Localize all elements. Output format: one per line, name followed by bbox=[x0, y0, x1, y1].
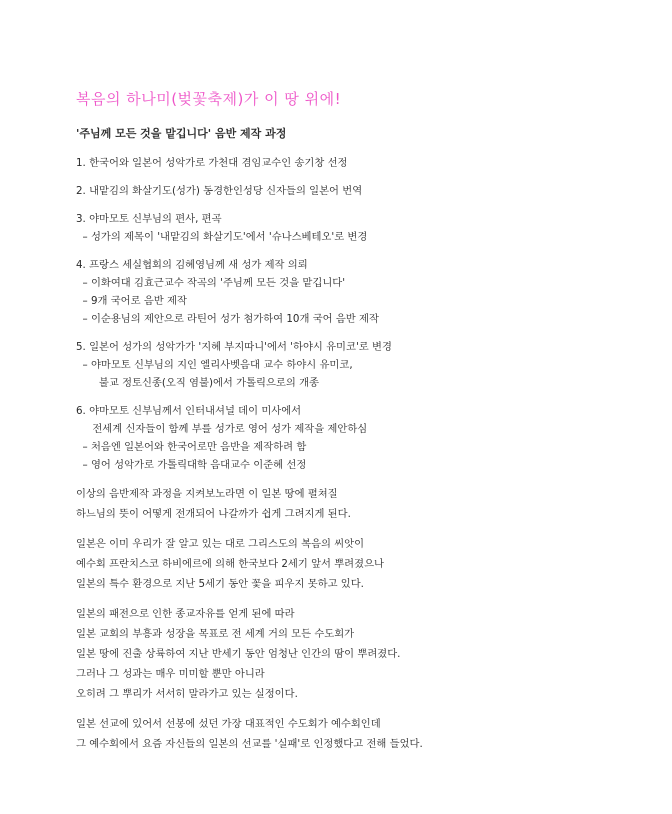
section-subline: – 이화여대 김효근교수 작곡의 '주님께 모든 것을 맡깁니다' bbox=[76, 277, 346, 289]
section-subline: – 영어 성악가로 가톨릭대학 음대교수 이준혜 선정 bbox=[76, 459, 307, 471]
section-subline: – 처음엔 일본어와 한국어로만 음반을 제작하려 함 bbox=[76, 441, 307, 453]
document-page bbox=[76, 88, 636, 764]
section-list bbox=[76, 154, 636, 474]
section-subline: 불교 정토신종(오직 염불)에서 가톨릭으로의 개종 bbox=[76, 377, 319, 389]
paragraph-line: 일본 교회의 부흥과 성장을 목표로 전 세계 거의 모든 수도회가 bbox=[76, 628, 355, 640]
paragraph-line: 오히려 그 뿌리가 서서히 말라가고 있는 실정이다. bbox=[76, 688, 298, 700]
section-line: 6. 야마모토 신부님께서 인터내셔널 데이 미사에서 bbox=[76, 405, 302, 417]
paragraph-line: 그러나 그 성과는 매우 미미할 뿐만 아니라 bbox=[76, 668, 265, 680]
document-subtitle: '주님께 모든 것을 맡깁니다' 음반 제작 과정 bbox=[76, 127, 287, 140]
list-item bbox=[76, 210, 636, 246]
list-item bbox=[76, 256, 636, 328]
section-line: 2. 내맡김의 화살기도(성가) 동경한인성당 신자들의 일본어 번역 bbox=[76, 185, 363, 197]
paragraph-line: 일본의 특수 환경으로 지난 5세기 동안 꽃을 피우지 못하고 있다. bbox=[76, 578, 364, 590]
paragraph-line: 일본 땅에 진출 상륙하여 지난 반세기 동안 엄청난 인간의 땀이 뿌려졌다. bbox=[76, 648, 401, 660]
document-title: 복음의 하나미(벚꽃축제)가 이 땅 위에! bbox=[76, 90, 342, 108]
paragraph-line: 일본은 이미 우리가 잘 알고 있는 대로 그리스도의 복음의 씨앗이 bbox=[76, 538, 365, 550]
paragraph-line: 일본 선교에 있어서 선봉에 섰던 가장 대표적인 수도회가 예수회인데 bbox=[76, 718, 381, 730]
paragraph bbox=[76, 484, 636, 524]
paragraph-line: 일본의 패전으로 인한 종교자유를 얻게 된에 따라 bbox=[76, 608, 295, 620]
section-subline: – 성가의 제목이 '내맡김의 화살기도'에서 '슈나스베테오'로 변경 bbox=[76, 231, 368, 243]
section-line: 4. 프랑스 세실협회의 김혜영님께 새 성가 제작 의뢰 bbox=[76, 259, 308, 271]
list-item bbox=[76, 338, 636, 392]
paragraph bbox=[76, 714, 636, 754]
section-subline: – 이순용님의 제안으로 라틴어 성가 첨가하여 10개 국어 음반 제작 bbox=[76, 313, 379, 325]
section-subline: – 9개 국어로 음반 제작 bbox=[76, 295, 187, 307]
section-line: 5. 일본어 성가의 성악가가 '지혜 부지따니'에서 '하야시 유미코'로 변경 bbox=[76, 341, 392, 353]
section-line: 1. 한국어와 일본어 성악가로 가천대 겸임교수인 송기창 선정 bbox=[76, 157, 348, 169]
paragraph-line: 이상의 음반제작 과정을 지켜보노라면 이 일본 땅에 펼쳐질 bbox=[76, 488, 338, 500]
paragraph-line: 하느님의 뜻이 어떻게 전개되어 나갈까가 쉽게 그려지게 된다. bbox=[76, 508, 351, 520]
list-item bbox=[76, 154, 636, 172]
paragraph bbox=[76, 604, 636, 704]
paragraph-line: 그 예수회에서 요즘 자신들의 일본의 선교를 '실패'로 인정했다고 전해 들었다. bbox=[76, 738, 423, 750]
paragraph bbox=[76, 534, 636, 594]
paragraph-line: 예수회 프란치스코 하비에르에 의해 한국보다 2세기 앞서 뿌려졌으나 bbox=[76, 558, 384, 570]
section-subline: 전세계 신자들이 함께 부를 성가로 영어 성가 제작을 제안하심 bbox=[76, 423, 368, 435]
section-line: 3. 야마모토 신부님의 편사, 편곡 bbox=[76, 213, 222, 225]
section-subline: – 야마모토 신부님의 지인 엘리사벳음대 교수 하야시 유미코, bbox=[76, 359, 353, 371]
list-item bbox=[76, 402, 636, 474]
paragraph-list bbox=[76, 484, 636, 754]
list-item bbox=[76, 182, 636, 200]
